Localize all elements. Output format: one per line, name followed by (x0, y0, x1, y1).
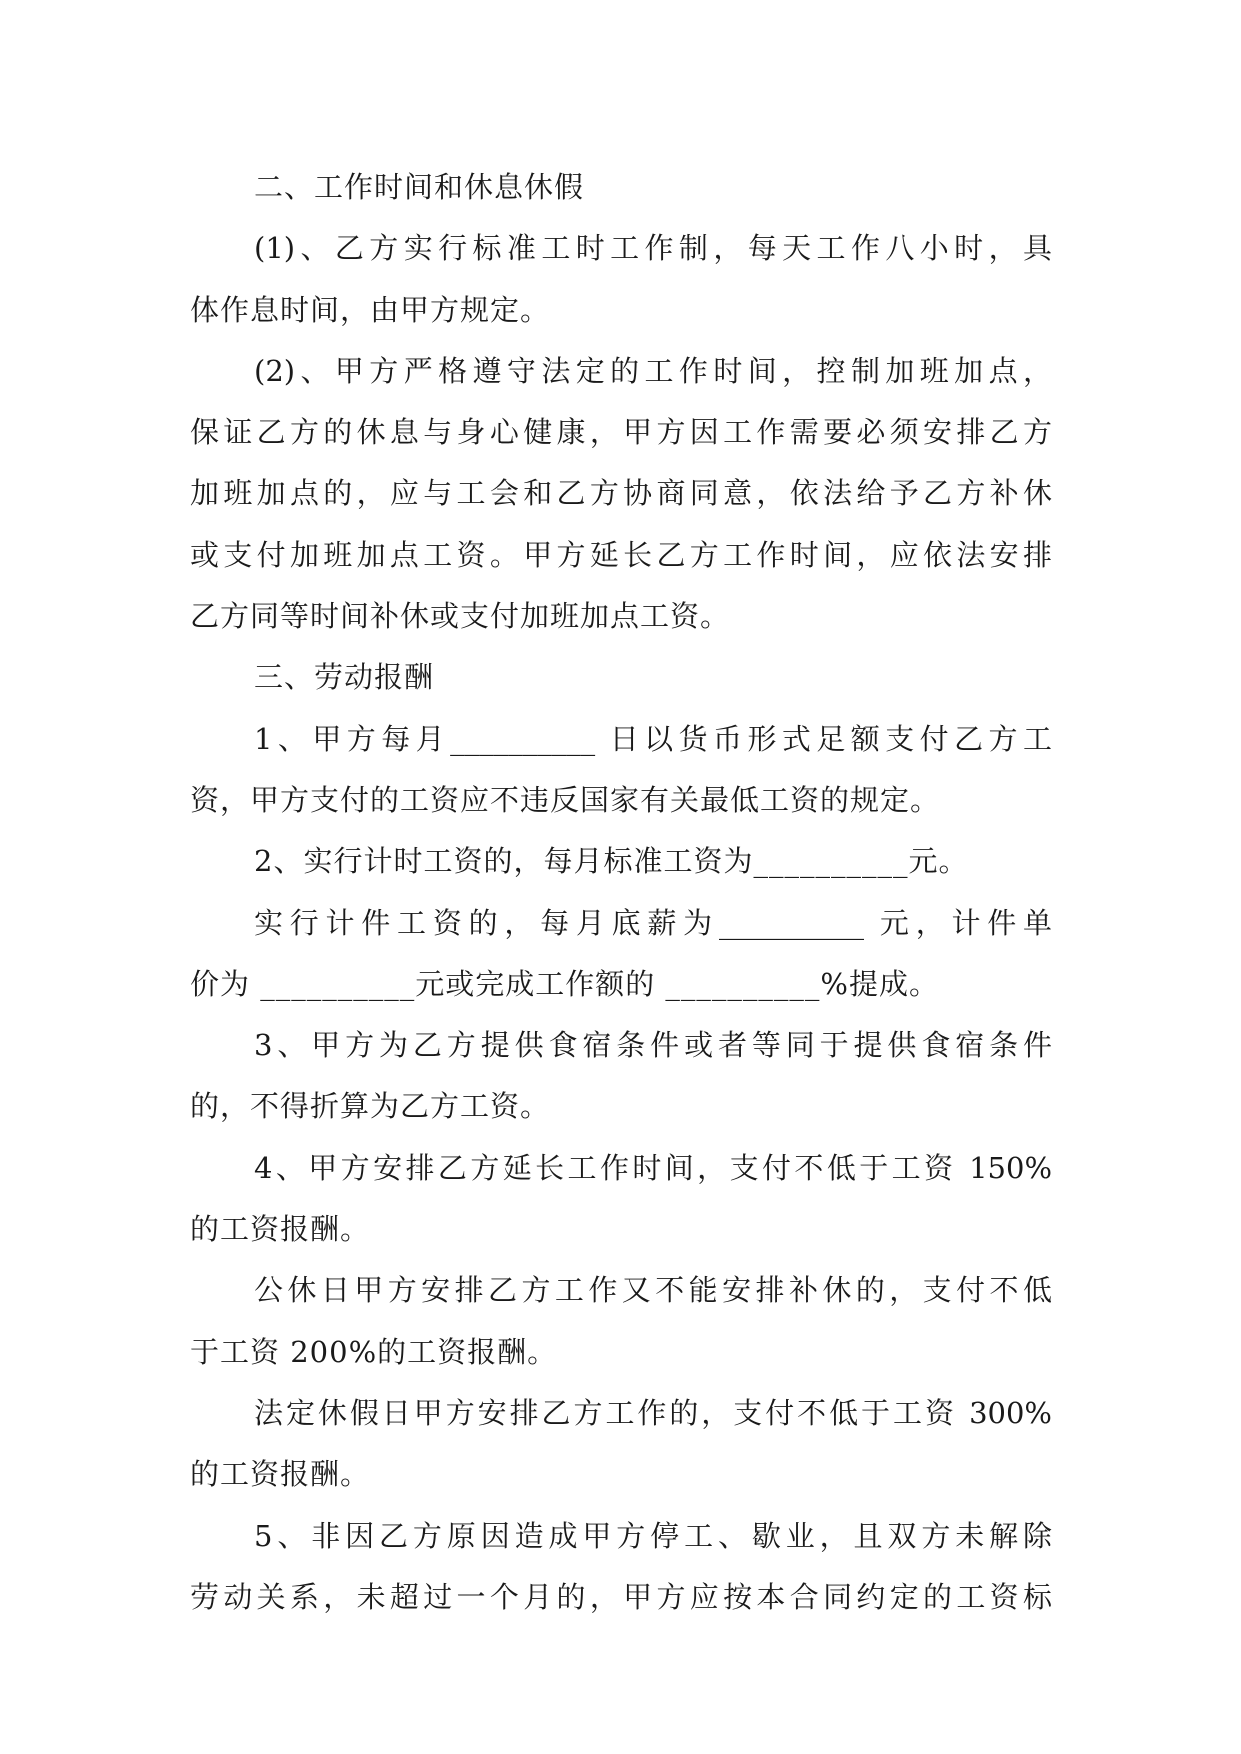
section-heading-work-hours: 二、工作时间和休息休假 (254, 170, 585, 204)
text-line: 3、甲方为乙方提供食宿条件或者等同于提供食宿条件 (254, 1028, 1052, 1063)
text-line: 于工资 200%的工资报酬。 (190, 1334, 558, 1369)
text-line: 劳动关系，未超过一个月的，甲方应按本合同约定的工资标 (190, 1579, 1052, 1614)
contract-body (190, 157, 1052, 1628)
text-line: 的工资报酬。 (190, 1212, 371, 1247)
text-line: 或支付加班加点工资。甲方延长乙方工作时间，应依法安排 (190, 537, 1052, 572)
text-line: 1、甲方每月__________ 日以货币形式足额支付乙方工 (254, 721, 1052, 756)
text-line: (2)、甲方严格遵守法定的工作时间，控制加班加点， (254, 353, 1052, 388)
text-line: 5、非因乙方原因造成甲方停工、歇业，且双方未解除 (254, 1518, 1052, 1553)
text-line: 体作息时间，由甲方规定。 (190, 292, 551, 327)
text-line: 4、甲方安排乙方延长工作时间，支付不低于工资 150% (254, 1150, 1052, 1185)
text-line: 乙方同等时间补休或支付加班加点工资。 (190, 599, 731, 634)
text-line: 加班加点的，应与工会和乙方协商同意，依法给予乙方补休 (190, 476, 1052, 511)
text-line: 法定休假日甲方安排乙方工作的，支付不低于工资 300% (254, 1395, 1052, 1430)
text-line: 实行计件工资的，每月底薪为__________ 元，计件单 (254, 905, 1052, 940)
text-line: (1)、乙方实行标准工时工作制，每天工作八小时，具 (254, 231, 1052, 266)
text-line: 2、实行计时工资的，每月标准工资为__________元。 (254, 844, 969, 879)
text-line: 公休日甲方安排乙方工作又不能安排补休的，支付不低 (254, 1273, 1052, 1308)
text-line: 的，不得折算为乙方工资。 (190, 1089, 551, 1124)
text-line: 保证乙方的休息与身心健康，甲方因工作需要必须安排乙方 (190, 415, 1052, 450)
text-line: 价为 __________元或完成工作额的 __________%提成。 (190, 966, 939, 1001)
text-line: 的工资报酬。 (190, 1457, 371, 1492)
text-line: 资，甲方支付的工资应不违反国家有关最低工资的规定。 (190, 782, 941, 817)
section-heading-compensation: 三、劳动报酬 (254, 660, 435, 695)
